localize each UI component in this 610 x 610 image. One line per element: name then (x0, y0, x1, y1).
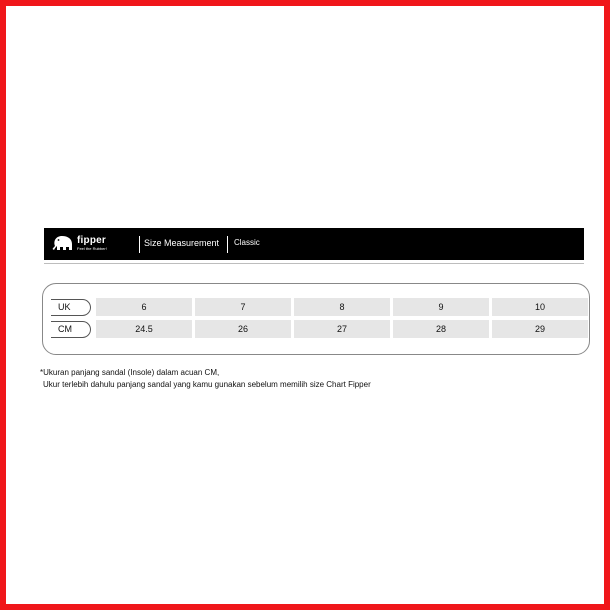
table-cell: 27 (294, 320, 390, 338)
table-cell: 10 (492, 298, 588, 316)
header-title: Size Measurement (144, 238, 220, 248)
table-cell: 29 (492, 320, 588, 338)
note-line-2: Ukur terlebih dahulu panjang sandal yang kamu gunakan sebelum memilih size Chart Fipper (43, 380, 371, 389)
header-divider (139, 236, 140, 253)
table-cell: 8 (294, 298, 390, 316)
header-divider (227, 236, 228, 253)
table-cell: 28 (393, 320, 489, 338)
table-row-uk (51, 298, 588, 316)
table-cell: 24.5 (96, 320, 192, 338)
size-note (40, 367, 371, 391)
table-cell: 6 (96, 298, 192, 316)
header-model: Classic (234, 238, 260, 247)
brand-name: fipper (77, 234, 106, 246)
header-bar (44, 228, 584, 260)
separator-line (44, 263, 584, 264)
brand-logo (52, 234, 107, 252)
table-row-cm (51, 320, 588, 338)
row-label-cm: CM (51, 321, 91, 338)
note-line-1: *Ukuran panjang sandal (Insole) dalam acuan CM, (40, 368, 220, 377)
size-table (42, 283, 590, 355)
row-label-uk: UK (51, 299, 91, 316)
table-cell: 7 (195, 298, 291, 316)
table-cell: 9 (393, 298, 489, 316)
table-cell: 26 (195, 320, 291, 338)
brand-tagline: Feel the Rubber! (77, 245, 107, 251)
elephant-icon (52, 234, 74, 252)
